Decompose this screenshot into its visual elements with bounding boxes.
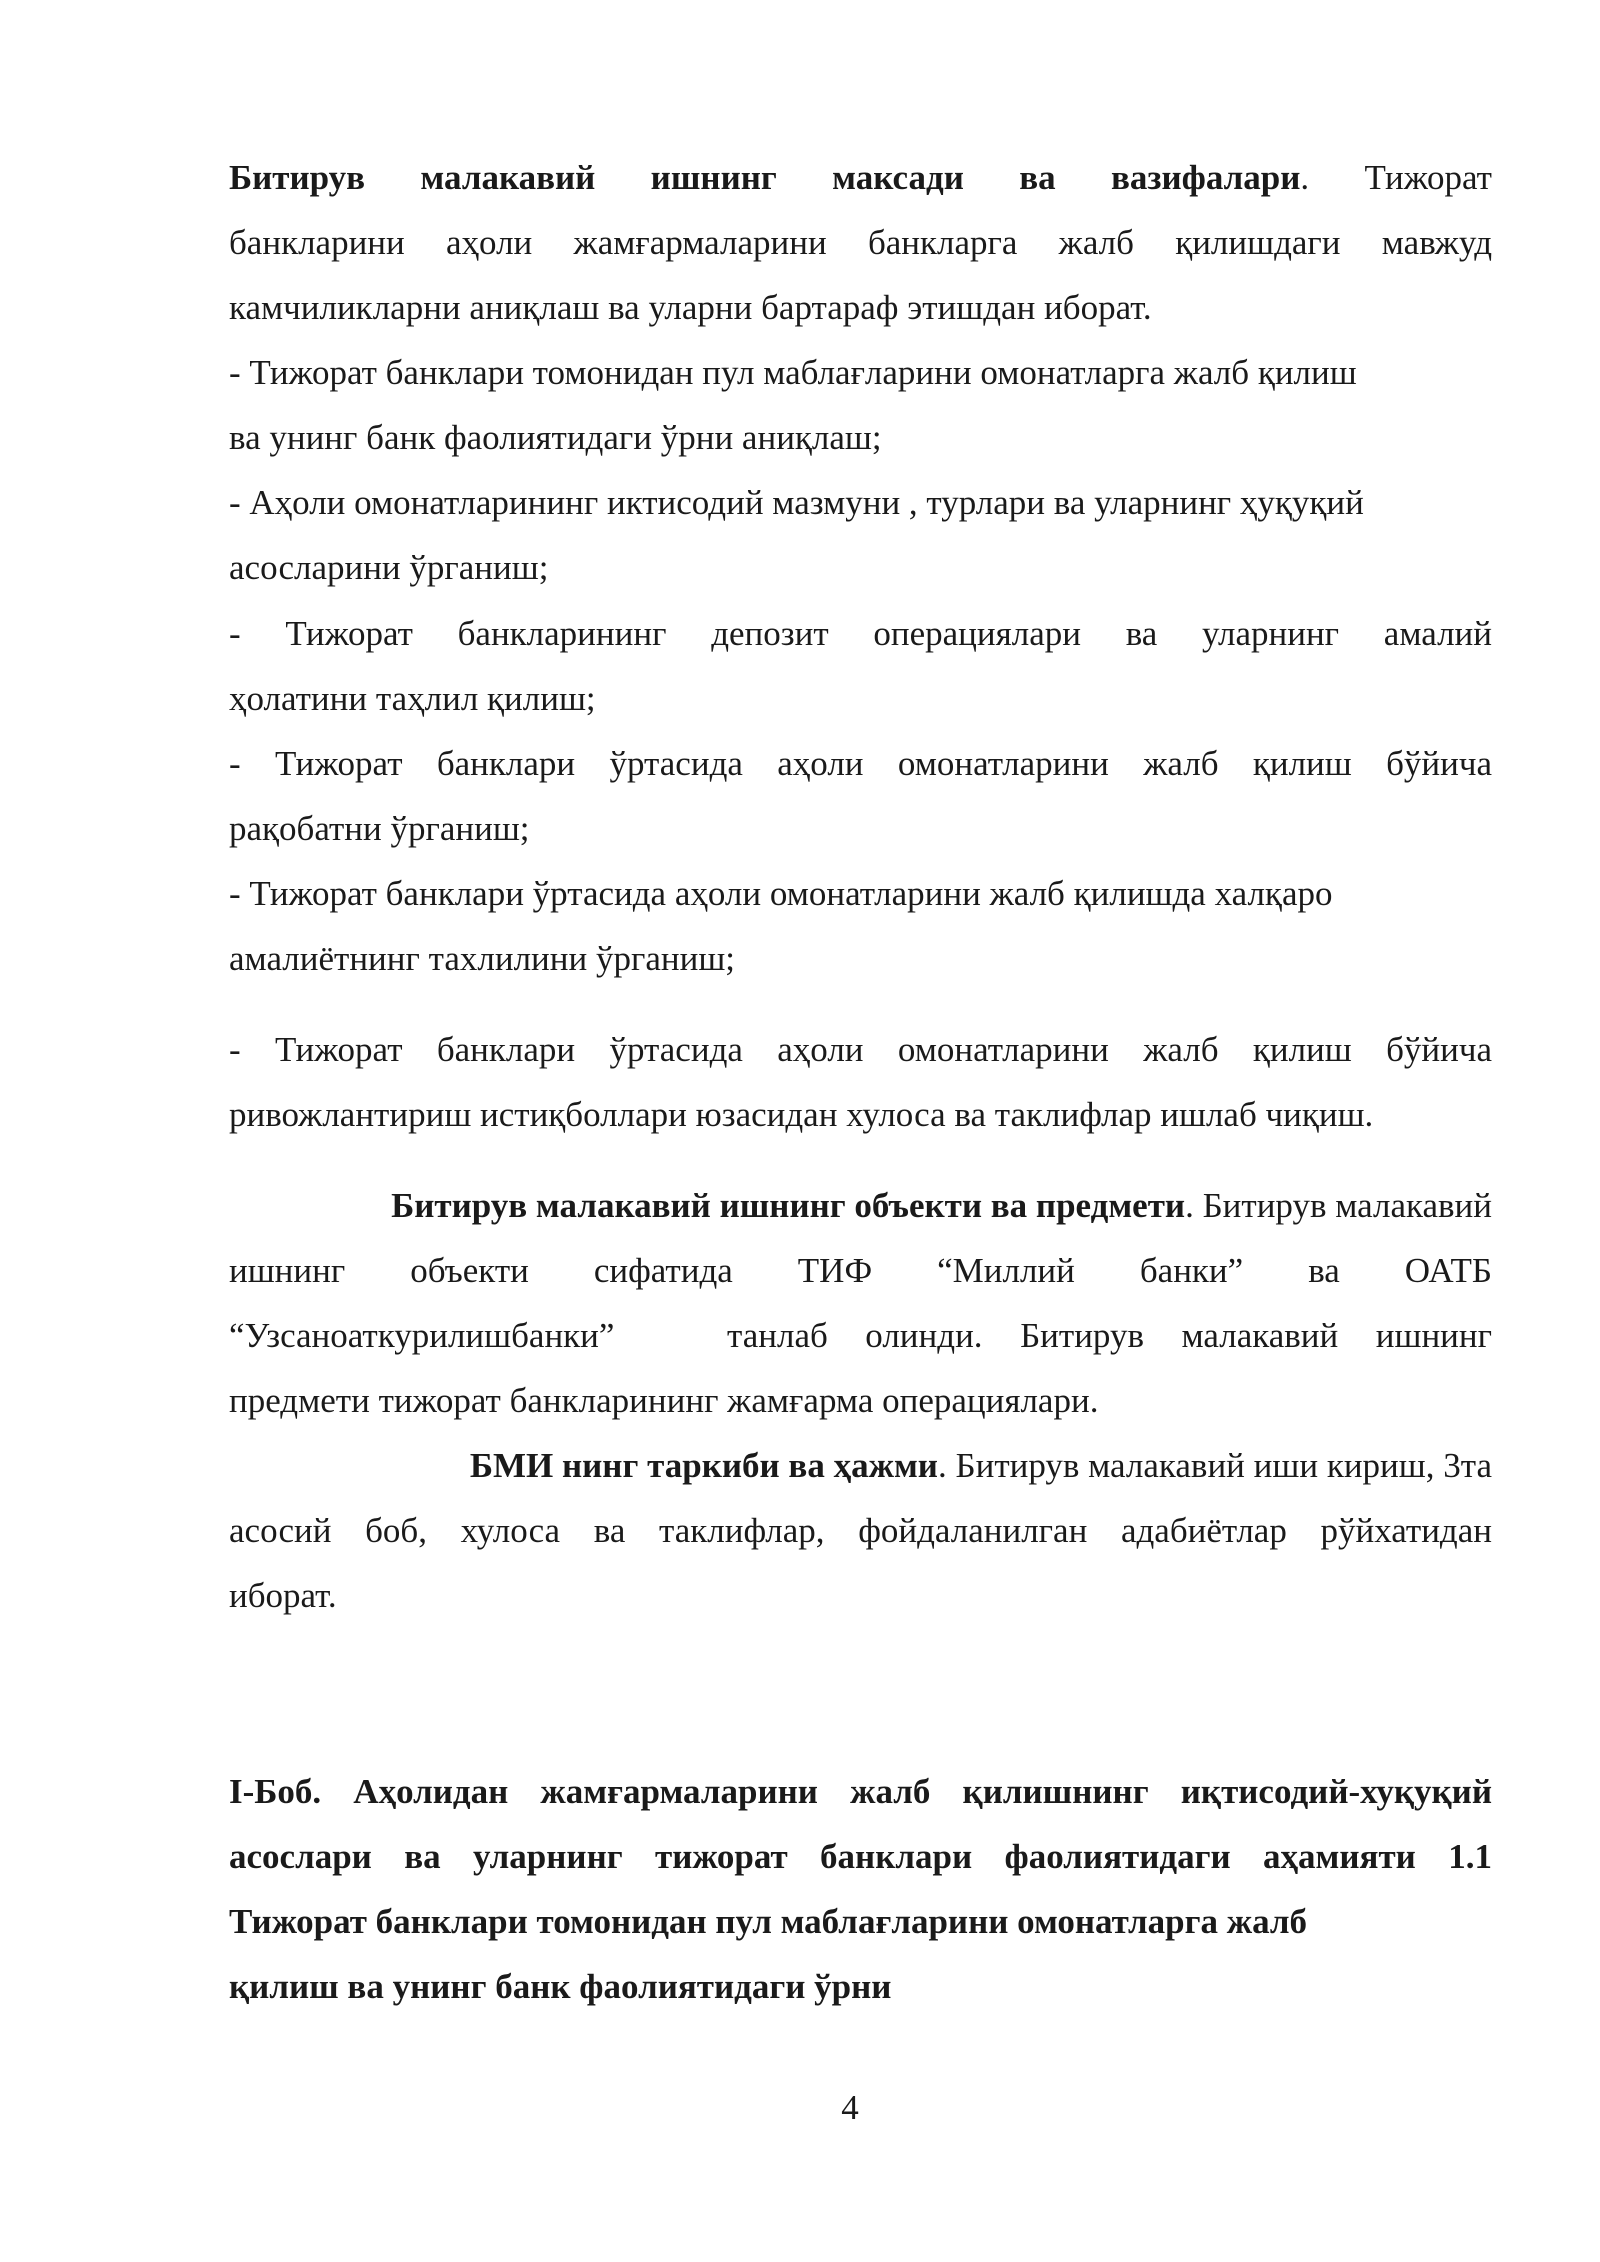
- task-item-1-line-1: - Тижорат банклари томонидан пул маблағларини омонатларга жалб қилиш: [229, 353, 1357, 392]
- structure-line-1: БМИ нинг таркиби ва ҳажми. Битирув малакавий иши кириш, 3та: [469, 1446, 1492, 1485]
- task-item-6-line-2: ривожлантириш истиқболлари юзасидан хулоса ва таклифлар ишлаб чиқиш.: [229, 1095, 1374, 1134]
- goals-heading: Битирув малакавий ишнинг максади ва вазифалари: [229, 158, 1301, 197]
- structure-line-2: асосий боб, хулоса ва таклифлар, фойдаланилган адабиётлар рўйхатидан: [229, 1511, 1492, 1550]
- object-line-2: ишнинг объекти сифатида ТИФ “Миллий банки” ва ОАТБ: [229, 1251, 1492, 1290]
- task-item-6-line-1: - Тижорат банклари ўртасида аҳоли омонатларини жалб қилиш бўйича: [229, 1030, 1492, 1069]
- goals-line-2: банкларини аҳоли жамғармаларини банкларга жалб қилишдаги мавжуд: [229, 223, 1492, 262]
- chapter-heading-line-4: қилиш ва унинг банк фаолиятидаги ўрни: [229, 1967, 892, 2006]
- object-line-1: Битирув малакавий ишнинг объекти ва предмети. Битирув малакавий: [391, 1186, 1492, 1225]
- object-line-4: предмети тижорат банкларининг жамғарма операциялари.: [229, 1381, 1099, 1420]
- task-item-1-line-2: ва унинг банк фаолиятидаги ўрни аниқлаш;: [229, 418, 882, 457]
- task-item-4-line-2: рақобатни ўрганиш;: [229, 809, 530, 848]
- structure-heading: БМИ нинг таркиби ва ҳажми: [469, 1446, 938, 1485]
- task-item-5-line-1: - Тижорат банклари ўртасида аҳоли омонатларини жалб қилишда халқаро: [229, 874, 1333, 913]
- object-line-3: “Узсаноаткурилишбанки” танлаб олинди. Битирув малакавий ишнинг: [229, 1316, 1492, 1355]
- goals-line-3: камчиликларни аниқлаш ва уларни бартараф этишдан иборат.: [229, 288, 1152, 327]
- chapter-heading-line-3: Тижорат банклари томонидан пул маблағларини омонатларга жалб: [229, 1902, 1308, 1941]
- page-number: 4: [841, 2088, 859, 2127]
- task-item-3-line-2: ҳолатини таҳлил қилиш;: [229, 679, 596, 718]
- task-item-4-line-1: - Тижорат банклари ўртасида аҳоли омонатларини жалб қилиш бўйича: [229, 744, 1492, 783]
- task-item-2-line-1: - Аҳоли омонатларининг иктисодий мазмуни , турлари ва уларнинг ҳуқуқий: [229, 483, 1364, 522]
- task-item-2-line-2: асосларини ўрганиш;: [229, 548, 549, 587]
- task-item-3-line-1: - Тижорат банкларининг депозит операциялари ва уларнинг амалий: [229, 614, 1492, 653]
- chapter-heading-line-1: I-Боб. Аҳолидан жамғармаларини жалб қилишнинг иқтисодий-хуқуқий: [229, 1772, 1492, 1811]
- chapter-heading-line-2: асослари ва уларнинг тижорат банклари фаолиятидаги аҳамияти 1.1: [229, 1837, 1492, 1876]
- task-item-5-line-2: амалиётнинг тахлилини ўрганиш;: [229, 939, 735, 978]
- structure-line-3: иборат.: [229, 1576, 337, 1615]
- goals-line-1: Битирув малакавий ишнинг максади ва вазифалари. Тижорат: [229, 158, 1492, 197]
- object-heading: Битирув малакавий ишнинг объекти ва предмети: [391, 1186, 1186, 1225]
